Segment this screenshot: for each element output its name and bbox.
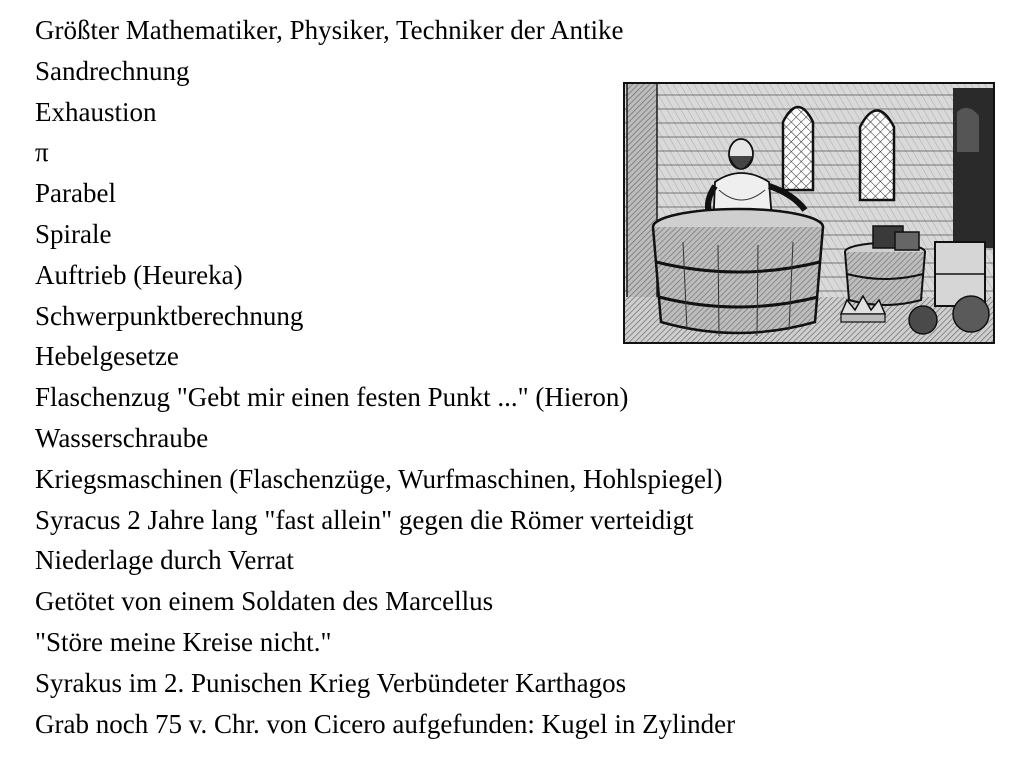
list-item: Grab noch 75 v. Chr. von Cicero aufgefunden: Kugel in Zylinder [35,708,736,739]
list-item: Syrakus im 2. Punischen Krieg Verbündeter Karthagos [35,667,627,698]
list-item: Kriegsmaschinen (Flaschenzüge, Wurfmaschinen, Hohlspiegel) [35,463,723,494]
list-item: Parabel [35,178,116,209]
list-item: Flaschenzug "Gebt mir einen festen Punkt ..." (Hieron) [35,382,629,413]
list-item: Exhaustion [35,96,157,127]
list-item: Hebelgesetze [35,341,179,372]
list-item: Niederlage durch Verrat [35,545,294,576]
list-item: Wasserschraube [35,422,209,453]
list-item: Sandrechnung [35,55,190,86]
archimedes-bath-woodcut [623,82,995,344]
list-item: "Störe meine Kreise nicht." [35,626,332,657]
list-item: Auftrieb (Heureka) [35,259,243,290]
list-item: Schwerpunktberechnung [35,300,304,331]
list-item: π [35,137,49,168]
list-item: Größter Mathematiker, Physiker, Techniker der Antike [35,15,624,45]
list-item: Getötet von einem Soldaten des Marcellus [35,586,494,617]
list-item: Spirale [35,218,112,249]
list-item: Syracus 2 Jahre lang "fast allein" gegen die Römer verteidigt [35,504,694,535]
